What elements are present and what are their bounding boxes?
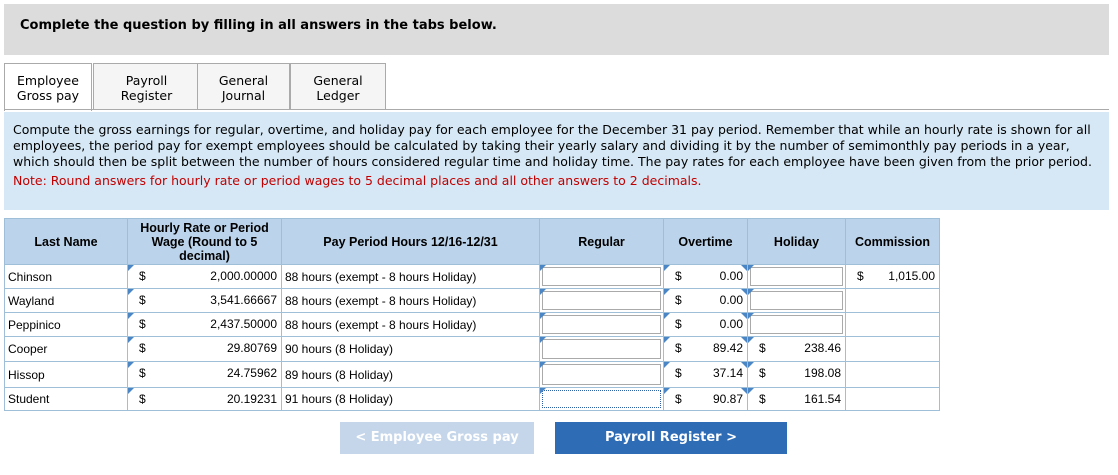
input-marker bbox=[748, 337, 754, 343]
holiday-value: 161.54 bbox=[804, 392, 841, 406]
question-header bbox=[4, 4, 1109, 55]
cell-holiday bbox=[748, 313, 846, 337]
input-marker bbox=[748, 388, 754, 394]
regular-input[interactable] bbox=[542, 364, 661, 385]
input-marker bbox=[664, 388, 670, 394]
cell-regular bbox=[540, 313, 664, 337]
regular-input[interactable] bbox=[542, 339, 661, 359]
cell-overtime bbox=[664, 265, 748, 289]
cell-last-name: Peppinico bbox=[5, 313, 128, 337]
input-marker bbox=[741, 388, 747, 394]
cell-hours: 91 hours (8 Holiday) bbox=[282, 388, 540, 411]
cell-regular bbox=[540, 289, 664, 313]
input-marker bbox=[540, 289, 546, 295]
input-marker bbox=[128, 337, 134, 343]
overtime-value: 0.00 bbox=[719, 317, 743, 331]
tab-label-line1: General bbox=[313, 73, 363, 88]
input-marker bbox=[540, 313, 546, 319]
cell-overtime bbox=[664, 337, 748, 362]
currency-symbol: $ bbox=[139, 392, 146, 406]
col-header-hours: Pay Period Hours 12/16-12/31 bbox=[282, 219, 540, 265]
input-marker bbox=[540, 337, 546, 343]
cell-last-name: Student bbox=[5, 388, 128, 411]
holiday-input[interactable] bbox=[750, 291, 843, 310]
cell-commission bbox=[846, 388, 940, 411]
currency-symbol: $ bbox=[675, 341, 682, 355]
rate-value: 3,541.66667 bbox=[210, 293, 277, 307]
input-marker bbox=[748, 265, 754, 271]
input-marker bbox=[741, 313, 747, 319]
table-header-row bbox=[5, 219, 940, 265]
tab-label-line2: Journal bbox=[221, 88, 266, 103]
cell-overtime bbox=[664, 388, 748, 411]
rate-value: 2,000.00000 bbox=[210, 269, 277, 283]
cell-hours: 88 hours (exempt - 8 hours Holiday) bbox=[282, 265, 540, 289]
input-marker bbox=[741, 362, 747, 368]
overtime-value: 37.14 bbox=[712, 366, 743, 380]
cell-hours: 88 hours (exempt - 8 hours Holiday) bbox=[282, 313, 540, 337]
cell-commission bbox=[846, 362, 940, 388]
regular-input[interactable] bbox=[542, 315, 661, 334]
cell-last-name: Cooper bbox=[5, 337, 128, 362]
cell-holiday bbox=[748, 362, 846, 388]
tab-payroll-register[interactable] bbox=[93, 63, 200, 109]
cell-hours: 89 hours (8 Holiday) bbox=[282, 362, 540, 388]
overtime-value: 90.87 bbox=[712, 392, 743, 406]
currency-symbol: $ bbox=[759, 341, 766, 355]
input-marker bbox=[664, 337, 670, 343]
cell-overtime bbox=[664, 289, 748, 313]
overtime-value: 89.42 bbox=[712, 341, 743, 355]
input-marker bbox=[540, 362, 546, 368]
col-header-overtime: Overtime bbox=[664, 219, 748, 265]
currency-symbol: $ bbox=[139, 366, 146, 380]
currency-symbol: $ bbox=[759, 392, 766, 406]
tab-label-line1: Employee bbox=[17, 73, 79, 88]
table-row bbox=[5, 265, 940, 289]
input-marker bbox=[748, 362, 754, 368]
input-marker bbox=[128, 362, 134, 368]
col-header-regular: Regular bbox=[540, 219, 664, 265]
cell-overtime bbox=[664, 313, 748, 337]
instructions-panel bbox=[4, 112, 1109, 210]
commission-value: 1,015.00 bbox=[888, 269, 935, 283]
cell-commission bbox=[846, 313, 940, 337]
currency-symbol: $ bbox=[139, 317, 146, 331]
cell-rate bbox=[128, 388, 282, 411]
currency-symbol: $ bbox=[857, 269, 864, 283]
input-marker bbox=[664, 362, 670, 368]
input-marker bbox=[128, 289, 134, 295]
rate-value: 20.19231 bbox=[226, 392, 277, 406]
currency-symbol: $ bbox=[675, 366, 682, 380]
cell-commission bbox=[846, 289, 940, 313]
overtime-value: 0.00 bbox=[719, 269, 743, 283]
currency-symbol: $ bbox=[675, 269, 682, 283]
currency-symbol: $ bbox=[675, 392, 682, 406]
input-marker bbox=[664, 313, 670, 319]
cell-rate bbox=[128, 362, 282, 388]
input-marker bbox=[128, 388, 134, 394]
input-marker bbox=[664, 289, 670, 295]
table-row bbox=[5, 388, 940, 411]
input-marker bbox=[748, 313, 754, 319]
currency-symbol: $ bbox=[675, 293, 682, 307]
tab-divider bbox=[4, 109, 1109, 110]
tab-label-line2: Gross pay bbox=[16, 88, 80, 103]
regular-input[interactable] bbox=[542, 267, 661, 286]
input-marker bbox=[128, 313, 134, 319]
cell-rate bbox=[128, 289, 282, 313]
col-header-last-name: Last Name bbox=[5, 219, 128, 265]
cell-last-name: Wayland bbox=[5, 289, 128, 313]
cell-rate bbox=[128, 265, 282, 289]
rate-value: 2,437.50000 bbox=[210, 317, 277, 331]
holiday-value: 238.46 bbox=[804, 341, 841, 355]
currency-symbol: $ bbox=[139, 293, 146, 307]
currency-symbol: $ bbox=[675, 317, 682, 331]
input-marker bbox=[741, 265, 747, 271]
tab-general-ledger[interactable] bbox=[290, 63, 386, 109]
cell-regular bbox=[540, 265, 664, 289]
currency-symbol: $ bbox=[139, 341, 146, 355]
currency-symbol: $ bbox=[759, 366, 766, 380]
gross-pay-table bbox=[4, 218, 940, 411]
cell-rate bbox=[128, 337, 282, 362]
cell-regular bbox=[540, 388, 664, 411]
input-marker bbox=[664, 265, 670, 271]
col-header-commission: Commission bbox=[846, 219, 940, 265]
col-header-rate: Hourly Rate or Period Wage (Round to 5 decimal) bbox=[128, 219, 282, 265]
input-marker bbox=[741, 289, 747, 295]
overtime-value: 0.00 bbox=[719, 293, 743, 307]
question-header-text: Complete the question by filling in all answers in the tabs below. bbox=[20, 18, 497, 33]
tab-label-line1: Payroll bbox=[125, 73, 168, 88]
currency-symbol: $ bbox=[139, 269, 146, 283]
cell-last-name: Hissop bbox=[5, 362, 128, 388]
holiday-input[interactable] bbox=[750, 267, 843, 286]
tab-employee-gross-pay[interactable] bbox=[4, 63, 92, 111]
cell-last-name: Chinson bbox=[5, 265, 128, 289]
cell-regular bbox=[540, 337, 664, 362]
table-row bbox=[5, 362, 940, 388]
tab-label-line1: General bbox=[218, 73, 269, 88]
tab-general-journal[interactable] bbox=[197, 63, 290, 109]
cell-hours: 90 hours (8 Holiday) bbox=[282, 337, 540, 362]
holiday-input[interactable] bbox=[750, 315, 843, 334]
tab-label-line2: Register bbox=[120, 88, 173, 103]
cell-commission bbox=[846, 265, 940, 289]
input-marker bbox=[741, 337, 747, 343]
input-marker bbox=[540, 265, 546, 271]
input-marker bbox=[540, 388, 546, 394]
cell-rate bbox=[128, 313, 282, 337]
regular-input[interactable] bbox=[542, 291, 661, 310]
instructions-note: Note: Round answers for hourly rate or period wages to 5 decimal places and all other answers to 2 decimals. bbox=[13, 173, 702, 188]
rate-value: 29.80769 bbox=[226, 341, 277, 355]
rate-value: 24.75962 bbox=[226, 366, 277, 380]
table-row bbox=[5, 337, 940, 362]
cell-holiday bbox=[748, 289, 846, 313]
cell-holiday bbox=[748, 265, 846, 289]
cell-holiday bbox=[748, 388, 846, 411]
cell-overtime bbox=[664, 362, 748, 388]
regular-input[interactable] bbox=[542, 390, 661, 408]
cell-holiday bbox=[748, 337, 846, 362]
next-tab-button[interactable]: Payroll Register > bbox=[555, 422, 787, 454]
input-marker bbox=[128, 265, 134, 271]
cell-hours: 88 hours (exempt - 8 hours Holiday) bbox=[282, 289, 540, 313]
tab-bar bbox=[4, 63, 1109, 111]
tab-label-line2: Ledger bbox=[316, 88, 360, 103]
prev-tab-button[interactable]: < Employee Gross pay bbox=[340, 422, 534, 454]
table-row bbox=[5, 289, 940, 313]
cell-regular bbox=[540, 362, 664, 388]
input-marker bbox=[748, 289, 754, 295]
col-header-holiday: Holiday bbox=[748, 219, 846, 265]
holiday-value: 198.08 bbox=[804, 366, 841, 380]
cell-commission bbox=[846, 337, 940, 362]
table-row bbox=[5, 313, 940, 337]
instructions-text: Compute the gross earnings for regular, overtime, and holiday pay for each employee for the December 31 pay period. Remember that while an hourly rate is shown for all employees, the period pay for exempt employees should be calculated by taking their yearly salary and dividing it by the number of semimonthly pay periods in a year, which should then be split between the number of hours considered regular time and holiday time. The pay rates for each employee have been given from the prior period. bbox=[13, 122, 1092, 169]
